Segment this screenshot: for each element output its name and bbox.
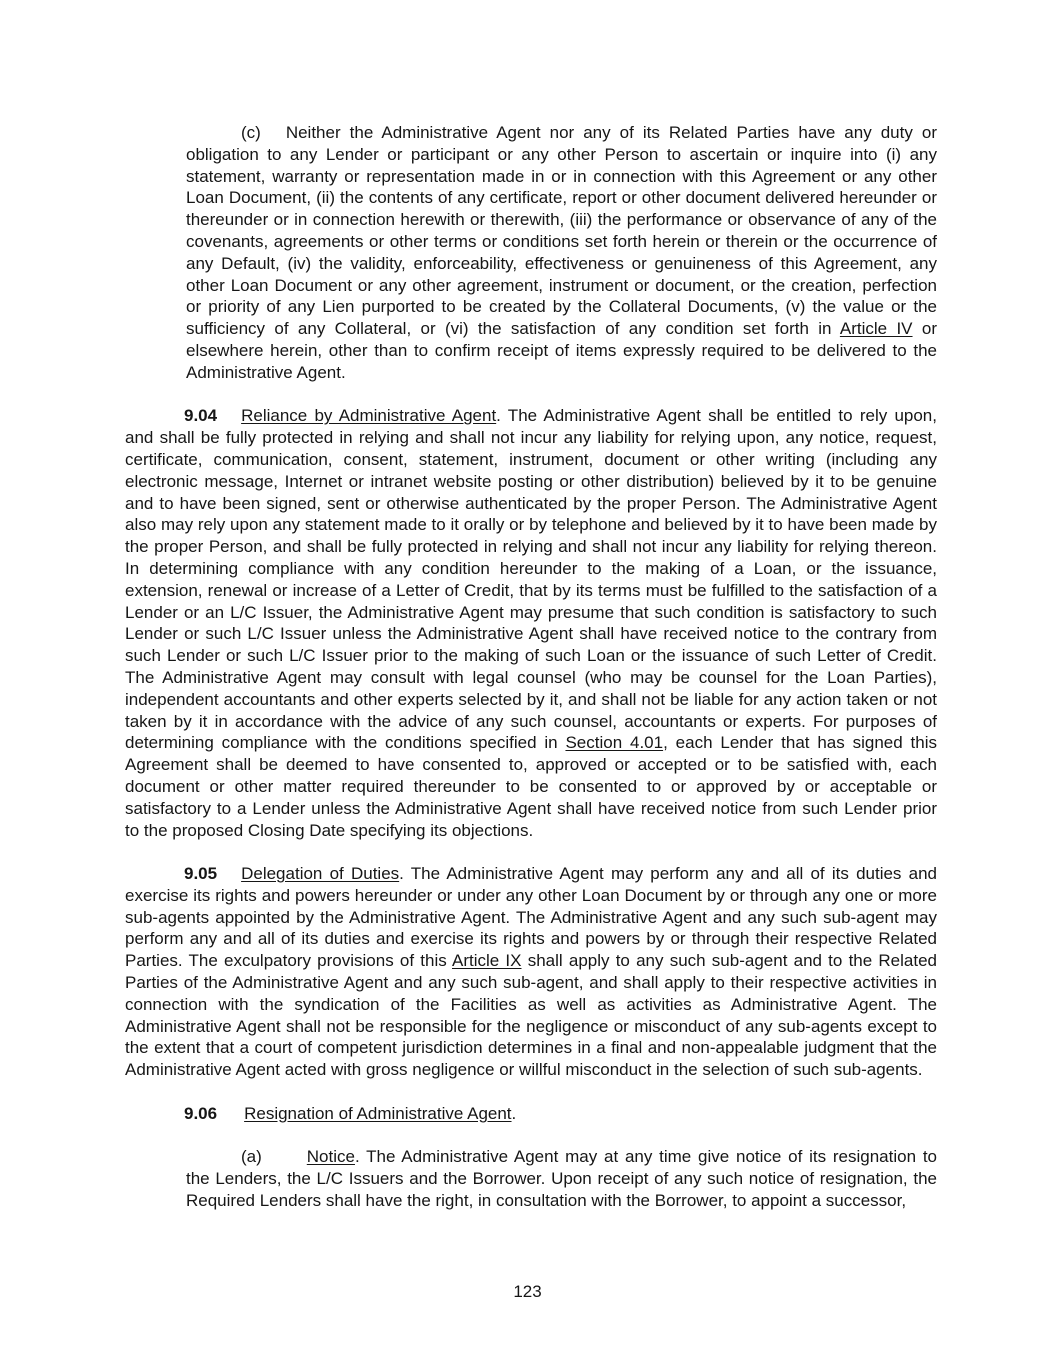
paragraph-a [186,1146,937,1211]
section-9-06 [125,1103,937,1125]
document-body [125,122,937,1212]
text-run: (a) [241,1147,262,1167]
section-number-9-06: 9.06 [184,1103,218,1123]
heading-delegation-of-duties: Delegation of Duties [241,864,400,884]
text-run: . The Administrative Agent shall be entitled to rely upon, and shall be fully protected in relying and shall not incur any liability for relying upon, any notice, request, certificate, communication, consent, statement, instrument, document or other writing (including any electronic message, Internet or intranet website posting or other distribution) believed by it to be genuine and to have been signed, sent or otherwise authenticated by the proper Person. The Administrative Agent also may rely upon any statement made to it orally or by telephone and believed by it to have been made by the proper Person, and shall be fully protected in relying and shall not incur any liability for relying thereon. In determining compliance with any condition hereunder to the making of a Loan, or the issuance, extension, renewal or increase of a Letter of Credit, that by its terms must be fulfilled to the satisfaction of a Lender or an L/C Issuer, the Administrative Agent may presume that such condition is satisfactory to such Lender or such L/C Issuer unless the Administrative Agent shall have received notice to the contrary from such Lender or such L/C Issuer prior to the making of such Loan or the issuance of such Letter of Credit. The Administrative Agent may consult with legal counsel (who may be counsel for the Loan Parties), independent accountants and other experts selected by it, and shall not be liable for any action taken or not taken by it in accordance with the advice of any such counsel, accountants or experts. For purposes of determining compliance with the conditions specified in [125,406,937,753]
heading-resignation-of-administrative-agent: Resignation of Administrative Agent [244,1103,512,1123]
text-run: . The Administrative Agent may at any time give notice of its resignation to the Lenders, the L/C Issuers and the Borrower. Upon receipt of any such notice of resignation, the Required Lenders shall have the right, in consultation with the Borrower, to appoint a successor, [186,1147,937,1211]
text-run: Neither the Administrative Agent nor any of its Related Parties have any duty or obligation to any Lender or participant or any other Person to ascertain or inquire into (i) any statement, warranty or representation made in or in connection with this Agreement or any other Loan Document, (ii) the contents of any certificate, report or other document delivered hereunder or thereunder or in connection herewith or therewith, (iii) the performance or observance of any of the covenants, agreements or other terms or conditions set forth herein or therein or the occurrence of any Default, (iv) the validity, enforceability, effectiveness or genuineness of this Agreement, any other Loan Document or any other agreement, instrument or document, or the creation, perfection or priority of any Lien purported to be created by the Collateral Documents, (v) the value or the sufficiency of any Collateral, or (vi) the satisfaction of any condition set forth in [186,123,937,339]
ref-section-4-01: Section 4.01 [565,733,664,753]
text-run: . The Administrative Agent may perform any and all of its duties and exercise its rights and powers hereunder or under any other Loan Document by or through any one or more sub-agents appointed by the Administrative Agent. The Administrative Agent and any such sub-agent may perform any and all of its duties and exercise its rights and powers by or through their respective Related Parties. The exculpatory provisions of this [125,864,937,971]
section-9-05 [125,863,937,1081]
heading-notice: Notice [306,1147,355,1167]
section-number-9-05: 9.05 [184,864,218,884]
ref-article-ix: Article IX [452,951,522,971]
section-9-04 [125,405,937,841]
text-run: shall apply to any such sub-agent and to the Related Parties of the Administrative Agent and any such sub-agent, and shall apply to their respective activities in connection with the syndication of the Facilities as well as activities as Administrative Agent. The Administrative Agent shall not be responsible for the negligence or misconduct of any sub-agents except to the extent that a court of competent jurisdiction determines in a final and non-appealable judgment that the Administrative Agent acted with gross negligence or willful misconduct in the selection of such sub-agents. [125,951,937,1080]
text-run: . [511,1103,517,1123]
text-run: or elsewhere herein, other than to confirm receipt of items expressly required to be delivered to the Administrative Agent. [186,319,937,382]
heading-reliance-by-administrative-agent: Reliance by Administrative Agent [241,406,497,426]
text-run: , each Lender that has signed this Agreement shall be deemed to have consented to, approved or accepted or to be satisfied with, each document or other matter required thereunder to be consented to or approved by or acceptable or satisfactory to a Lender unless the Administrative Agent shall have received notice from such Lender prior to the proposed Closing Date specifying its objections. [125,733,937,840]
ref-article-iv: Article IV [839,319,913,339]
paragraph-c [186,122,937,384]
section-number-9-04: 9.04 [184,406,218,426]
text-run: (c) [241,123,261,142]
page-number: 123 [513,1282,542,1301]
